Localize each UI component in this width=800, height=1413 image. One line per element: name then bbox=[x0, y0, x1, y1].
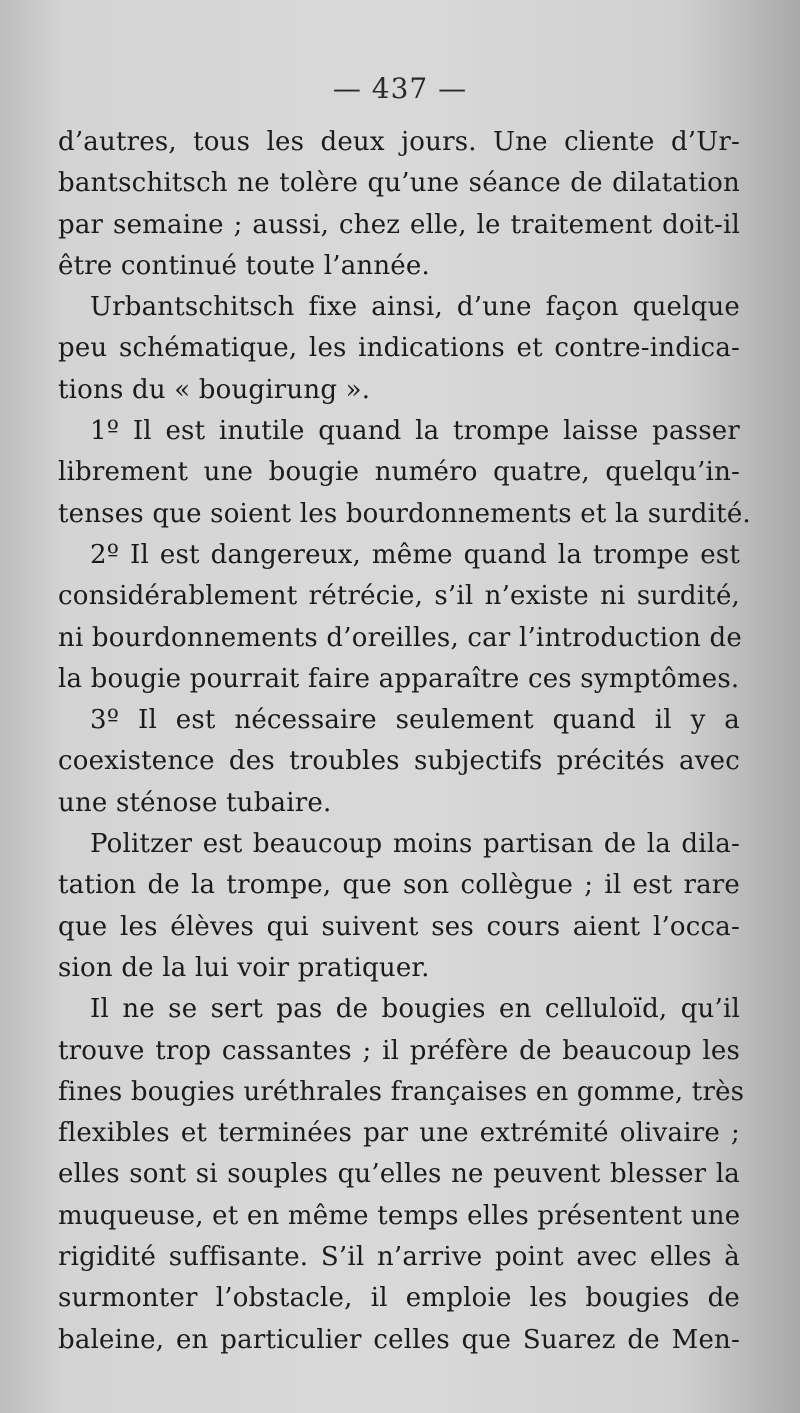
text-line: ni bourdonnements d’oreilles, car l’introduction de bbox=[58, 622, 742, 653]
text-line: 2º Il est dangereux, même quand la trompe est bbox=[90, 539, 740, 570]
text-line: flexibles et terminées par une extrémité olivaire ; bbox=[58, 1118, 740, 1149]
text-line: peu schématique, les indications et contre-indica- bbox=[58, 333, 740, 364]
text-line: fines bougies uréthrales françaises en gomme, très bbox=[58, 1076, 745, 1107]
text-line: considérablement rétrécie, s’il n’existe ni surdité, bbox=[58, 581, 740, 612]
text-line: coexistence des troubles subjectifs précités avec bbox=[58, 746, 740, 777]
text-line: librement une bougie numéro quatre, quelqu’in- bbox=[58, 457, 740, 488]
text-line: que les élèves qui suivent ses cours aient l’occa- bbox=[58, 911, 740, 942]
page-number: — 437 — bbox=[332, 72, 468, 105]
text-line: Urbantschitsch fixe ainsi, d’une façon quelque bbox=[90, 292, 740, 323]
text-line: d’autres, tous les deux jours. Une cliente d’Ur- bbox=[58, 127, 740, 157]
text-line: elles sont si souples qu’elles ne peuvent blesser la bbox=[58, 1159, 740, 1190]
text-line: Il ne se sert pas de bougies en celluloïd, qu’il bbox=[90, 994, 740, 1025]
body-text bbox=[58, 122, 751, 1361]
text-line: tation de la trompe, que son collègue ; il est rare bbox=[58, 870, 740, 901]
text-line: être continué toute l’année. bbox=[58, 250, 430, 281]
text-line: baleine, en particulier celles que Suarez de Men- bbox=[58, 1324, 740, 1355]
text-line: une sténose tubaire. bbox=[58, 787, 332, 818]
text-line: tenses que soient les bourdonnements et la surdité. bbox=[58, 498, 751, 529]
text-line: 1º Il est inutile quand la trompe laisse passer bbox=[90, 416, 740, 447]
text-line: trouve trop cassantes ; il préfère de beaucoup les bbox=[58, 1035, 740, 1066]
text-line: tions du « bougirung ». bbox=[58, 374, 371, 405]
text-line: rigidité suffisante. S’il n’arrive point avec elles à bbox=[58, 1242, 740, 1273]
text-line: 3º Il est nécessaire seulement quand il y a bbox=[90, 705, 740, 736]
text-line: Politzer est beaucoup moins partisan de la dila- bbox=[90, 829, 740, 860]
text-line: par semaine ; aussi, chez elle, le traitement doit-il bbox=[58, 209, 740, 240]
text-line: sion de la lui voir pratiquer. bbox=[58, 952, 430, 983]
text-line: surmonter l’obstacle, il emploie les bougies de bbox=[58, 1283, 740, 1314]
text-line: la bougie pourrait faire apparaître ces symptômes. bbox=[58, 663, 740, 694]
text-line: bantschitsch ne tolère qu’une séance de dilatation bbox=[58, 168, 740, 199]
text-line: muqueuse, et en même temps elles présentent une bbox=[58, 1200, 741, 1231]
